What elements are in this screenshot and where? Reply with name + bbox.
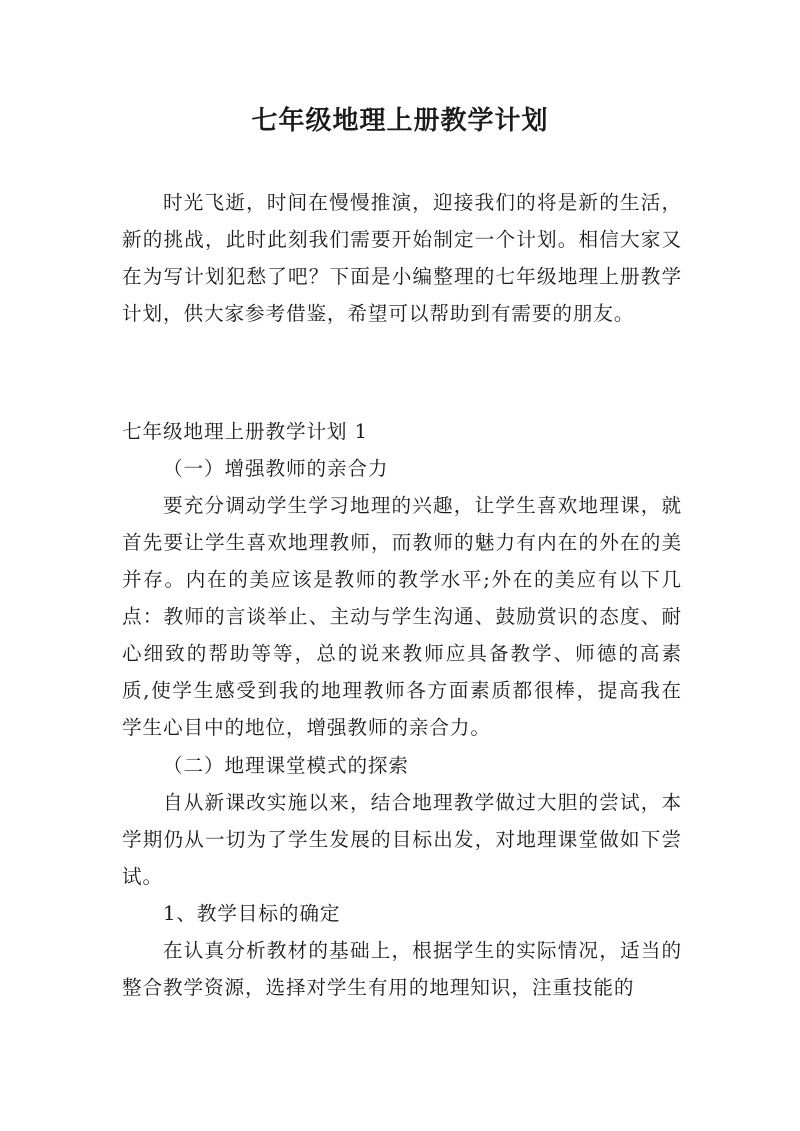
document-title: 七年级地理上册教学计划 [251, 106, 549, 136]
item-body-1: 在认真分析教材的基础上，根据学生的实际情况，适当的整合教学资源，选择对学生有用的地理知识，注重技能的 [122, 939, 682, 999]
section-title: 七年级地理上册教学计划 1 [122, 420, 368, 443]
item-heading-1: 1、教学目标的确定 [163, 902, 341, 925]
subsection-heading-2: （二）地理课堂模式的探索 [163, 754, 409, 777]
subsection-heading-1: （一）增强教师的亲合力 [163, 457, 389, 480]
subsection-body-2: 自从新课改实施以来，结合地理教学做过大胆的尝试，本学期仍从一切为了学生发展的目标出发，对地理课堂做如下尝试。 [122, 791, 682, 888]
subsection-body-1: 要充分调动学生学习地理的兴趣，让学生喜欢地理课，就首先要让学生喜欢地理教师，而教师的魅力有内在的外在的美并存。内在的美应该是教师的教学水平;外在的美应有以下几点：教师的言谈举止、主动与学生沟通、鼓励赏识的态度、耐心细致的帮助等等，总的说来教师应具备教学、师德的高素质,使学生感受到我的地理教师各方面素质都很棒，提高我在学生心目中的地位，增强教师的亲合力。 [122, 494, 682, 739]
intro-paragraph: 时光飞逝，时间在慢慢推演，迎接我们的将是新的生活，新的挑战，此时此刻我们需要开始制定一个计划。相信大家又在为写计划犯愁了吧？下面是小编整理的七年级地理上册教学计划，供大家参考借鉴，希望可以帮助到有需要的朋友。 [122, 191, 682, 325]
